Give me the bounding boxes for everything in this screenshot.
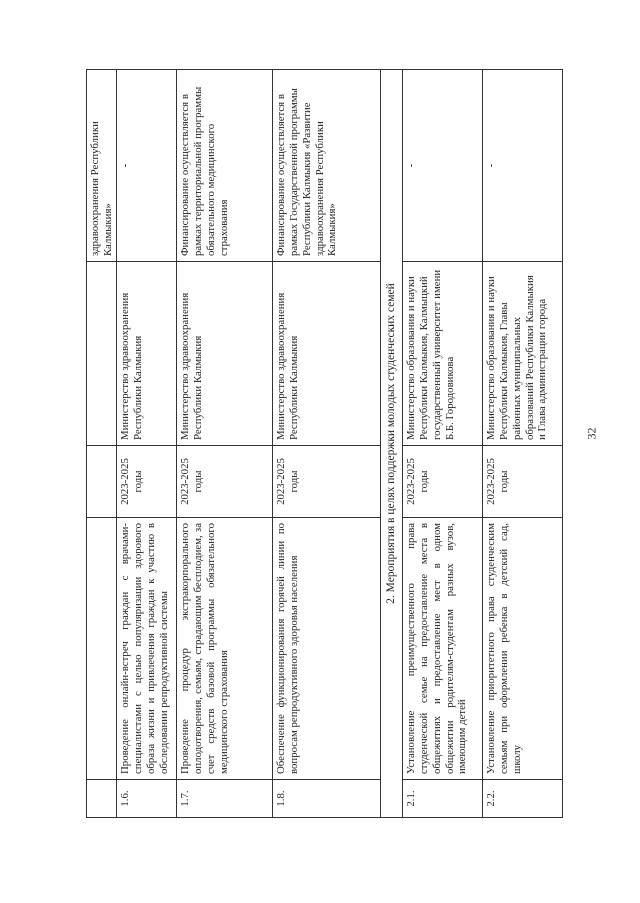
table-row — [177, 70, 273, 818]
financing-cell: - — [483, 70, 563, 262]
row-number-cell: 2.1. — [403, 780, 483, 818]
term-cell: 2023-2025 годы — [273, 446, 381, 518]
table-row — [117, 70, 177, 818]
table-row — [483, 70, 563, 818]
responsible-cell: Министерство здравоохранения Республики Калмыкия — [117, 262, 177, 446]
table-row — [403, 70, 483, 818]
financing-cell: - — [403, 70, 483, 262]
task-cell: Проведение процедур экстракорпорального оплодотворения, семьям, страдающим бесплодием, за счет средств базовой программы обязательного медицинского страхования — [177, 518, 273, 780]
financing-cell: Финансирование осуществляется в рамках территориальной программы обязательного медицинского страхования — [177, 70, 273, 262]
section-heading-row — [381, 70, 403, 818]
task-cell — [87, 518, 117, 780]
row-number-cell — [87, 780, 117, 818]
financing-cell: Финансирование осуществляется в рамках Государственной программы Республики Калмыкия «Развитие здравоохранения Республики Калмыкия» — [273, 70, 381, 262]
term-cell: 2023-2025 годы — [117, 446, 177, 518]
responsible-cell — [87, 262, 117, 446]
responsible-cell: Министерство образования и науки Республики Калмыкия, Калмыцкий государственный университет имени Б.Б. Городовикова — [403, 262, 483, 446]
table-row — [273, 70, 381, 818]
row-number-cell: 1.8. — [273, 780, 381, 818]
rotated-page — [86, 70, 549, 818]
task-cell: Обеспечение функционирования горячей линии по вопросам репродуктивного здоровья населения — [273, 518, 381, 780]
row-number-cell: 1.6. — [117, 780, 177, 818]
financing-cell: - — [117, 70, 177, 262]
responsible-cell: Министерство здравоохранения Республики Калмыкия — [273, 262, 381, 446]
responsible-cell: Министерство здравоохранения Республики Калмыкия — [177, 262, 273, 446]
term-cell: 2023-2025 годы — [403, 446, 483, 518]
section-heading: 2. Мероприятия в целях поддержки молодых студенческих семей — [381, 70, 403, 818]
term-cell: 2023-2025 годы — [177, 446, 273, 518]
term-cell: 2023-2025 годы — [483, 446, 563, 518]
responsible-cell: Министерство образования и науки Республики Калмыкия, Главы районных муниципальных образований Республики Калмыкия и Глава администрации города — [483, 262, 563, 446]
task-cell: Установление приоритетного права студенческим семьям при оформлении ребенка в детский сад, школу — [483, 518, 563, 780]
task-cell: Проведение онлайн-встреч граждан с врачами-специалистами с целью популяризации здорового образа жизни и привлечения граждан к участию в обследовании репродуктивной системы — [117, 518, 177, 780]
table-row — [87, 70, 117, 818]
task-cell: Установление преимущественного права студенческой семье на предоставление места в общежитиях и предоставление мест в одном общежитии родителям-студентам разных вузов, имеющим детей — [403, 518, 483, 780]
financing-cell: здравоохранения Республики Калмыкия» — [87, 70, 117, 262]
page-number: 32 — [584, 427, 599, 440]
term-cell — [87, 446, 117, 518]
measures-table — [86, 69, 563, 818]
row-number-cell: 1.7. — [177, 780, 273, 818]
row-number-cell: 2.2. — [483, 780, 563, 818]
